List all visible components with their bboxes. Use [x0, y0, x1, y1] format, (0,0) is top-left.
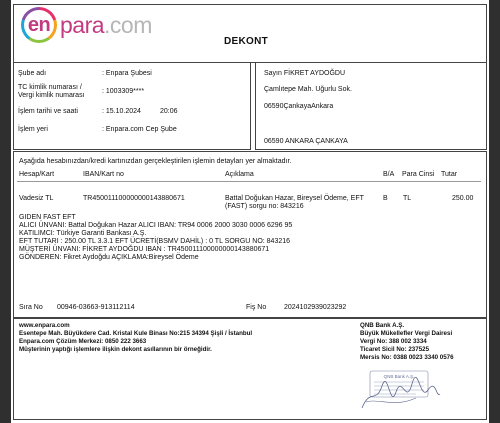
row-para: TL — [403, 195, 412, 202]
recipient-address-3: 06590 ANKARA ÇANKAYA — [264, 138, 348, 145]
sira-label: Sıra No — [19, 304, 43, 311]
sira-value: 00946-03663-913112114 — [57, 304, 135, 311]
tc-value: : 1003309**** — [102, 88, 145, 95]
col-header-iban: IBAN/Kart no — [83, 171, 124, 178]
recipient-address-1: Çamlıtepe Mah. Uğurlu Sok. — [264, 86, 352, 93]
receipt-document — [11, 0, 489, 423]
row-aciklama-2: (FAST) sorgu no: 843216 — [225, 203, 304, 210]
enpara-logo-text — [60, 12, 152, 39]
row-iban: TR450011100000000143880671 — [83, 195, 185, 202]
table-header-rule — [17, 181, 481, 182]
detail-line-2: ALICI ÜNVANI: Battal Doğukan Hazar ALICI IBAN: TR94 0006 2000 3030 0006 6296 95 — [19, 222, 293, 229]
location-value: : Enpara.com Cep Şube — [102, 126, 177, 133]
row-hesap: Vadesiz TL — [19, 195, 54, 202]
footer-address: Esentepe Mah. Büyükdere Cad. Kristal Kule Binası No:215 34394 Şişli / İstanbul — [19, 330, 253, 337]
logo-en-text: en — [24, 10, 54, 40]
logo-para: para — [60, 12, 105, 38]
tc-label-line1: TC kimlik numarası / — [18, 84, 82, 91]
detail-line-5: MÜŞTERİ ÜNVANI: FİKRET AYDOĞDU IBAN : TR450011100000000143880671 — [19, 246, 270, 253]
row-ba: B — [383, 195, 388, 202]
row-tutar: 250.00 — [452, 195, 474, 202]
detail-line-4: EFT TUTARI : 250.00 TL 3.3.1 EFT ÜCRETİ(BSMV DAHİL) : 0 TL SORGU NO: 843216 — [19, 238, 291, 245]
detail-line-3: KATILIMCI: Türkiye Garanti Bankası A.Ş. — [19, 230, 147, 237]
row-aciklama-1: Battal Doğukan Hazar, Bireysel Ödeme, EFT — [225, 195, 364, 202]
bank-tax-office: Büyük Mükellefler Vergi Dairesi — [360, 330, 453, 337]
detail-line-1: GIDEN FAST EFT — [19, 214, 76, 221]
date-value: : 15.10.2024 — [102, 108, 141, 115]
date-label: İşlem tarihi ve saati — [18, 108, 78, 115]
enpara-logo-icon — [21, 7, 57, 43]
bank-mersis-no: Mersis No: 0388 0023 3340 0576 — [360, 354, 454, 361]
branch-value: : Enpara Şubesi — [102, 70, 152, 77]
time-value: 20:06 — [160, 108, 178, 115]
bank-tax-no: Vergi No: 388 002 3334 — [360, 338, 427, 345]
page-title: DEKONT — [224, 36, 269, 47]
detail-line-6: GÖNDEREN: Fikret Aydoğdu AÇIKLAMA:Bireysel Ödeme — [19, 254, 199, 261]
location-label: İşlem yeri — [18, 126, 48, 133]
footer-note: Müşterinin yaptığı işlemlere ilişkin dekont asıllarının bir örneğidir. — [19, 346, 212, 353]
fis-value: 2024102939023292 — [284, 304, 347, 311]
bank-stamp-signature-icon — [356, 368, 442, 412]
fis-label: Fiş No — [246, 304, 267, 311]
col-header-para: Para Cinsi — [402, 171, 435, 178]
recipient-address-2: 06590ÇankayaAnkara — [264, 103, 334, 110]
col-header-aciklama: Açıklama — [225, 171, 254, 178]
bank-name: QNB Bank A.Ş. — [360, 322, 405, 329]
bank-trade-no: Ticaret Sicil No: 237525 — [360, 346, 430, 353]
col-header-ba: B/A — [383, 171, 395, 178]
tc-label-line2: Vergi kimlik numarası — [18, 92, 85, 99]
col-header-tutar: Tutar — [441, 171, 458, 178]
footer-phone: Enpara.com Çözüm Merkezi: 0850 222 3663 — [19, 338, 147, 345]
col-header-hesap: Hesap/Kart — [19, 171, 55, 178]
footer-website: www.enpara.com — [19, 322, 70, 329]
branch-label: Şube adı — [18, 70, 47, 77]
logo-com: .com — [104, 12, 152, 38]
recipient-name: Sayın FİKRET AYDOĞDU — [264, 70, 346, 77]
stamp-bank-text: QNB Bank A.Ş. — [383, 374, 415, 379]
intro-text: Aşağıda hesabınızdan/kredi kartınızdan gerçekleştirilen işlemin detayları yer almaktadır. — [19, 158, 292, 165]
